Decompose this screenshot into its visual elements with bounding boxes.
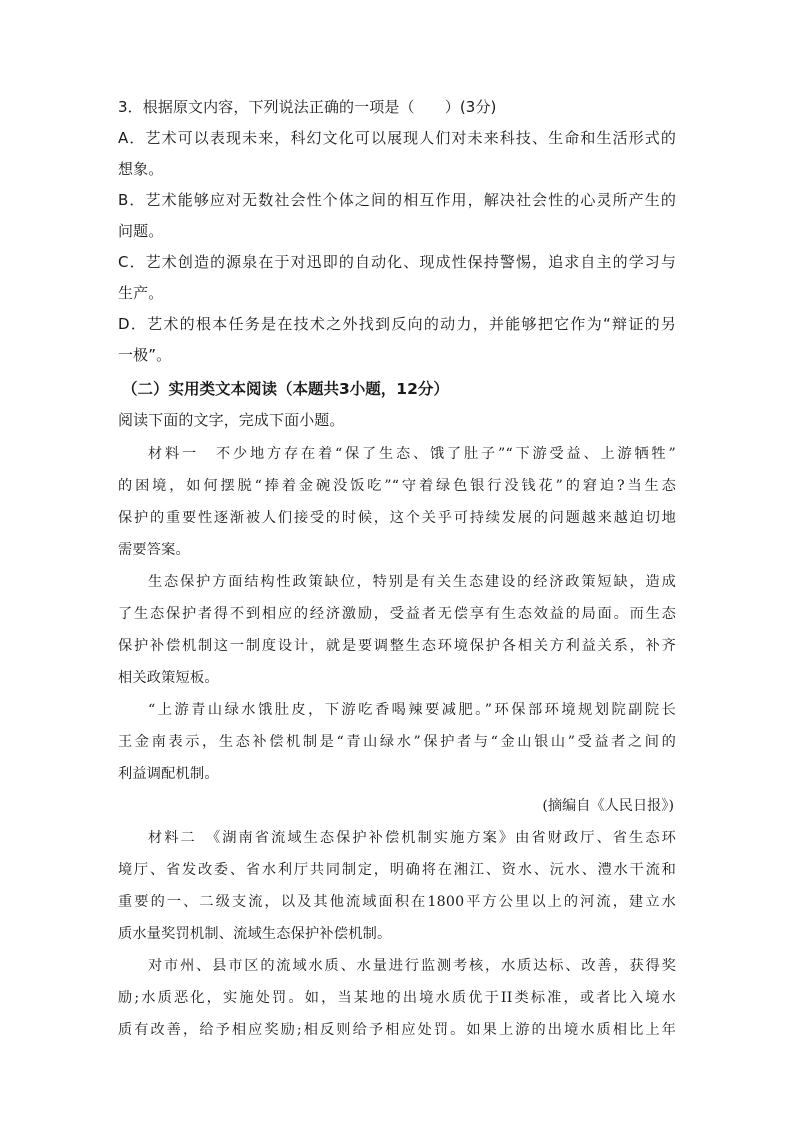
material-2-para-1-line-4: 质水量奖罚机制、流域生态保护补偿机制。 <box>118 926 392 942</box>
option-d-line-1: D．艺术的根本任务是在技术之外找到反向的动力，并能够把它作为“辩证的另 <box>118 315 676 333</box>
material-2 <box>118 822 676 1046</box>
option-b-line-2: 问题。 <box>118 222 164 240</box>
question-3 <box>118 92 676 371</box>
material-2-para-1-line-2: 境厅、省发改委、省水利厅共同制定，明确将在湘江、资水、沅水、澧水干流和 <box>118 862 676 878</box>
section-instruction: 阅读下面的文字，完成下面小题。 <box>118 411 345 429</box>
question-stem: 3．根据原文内容，下列说法正确的一项是（ ）(3分) <box>118 98 497 116</box>
material-1-para-2-line-4: 相关政策短板。 <box>118 670 219 686</box>
material-1-para-2-line-3: 保护补偿机制这一制度设计，就是要调整生态环境保护各相关方利益关系，补齐 <box>118 638 676 654</box>
material-1-para-3-line-2: 王金南表示，生态补偿机制是“青山绿水”保护者与“金山银山”受益者之间的 <box>118 734 676 750</box>
section-heading: （二）实用类文本阅读（本题共3小题，12分） <box>122 380 449 398</box>
material-1-para-3-line-3: 利益调配机制。 <box>118 766 219 782</box>
material-1-para-1-line-1: 材料一 不少地方存在着“保了生态、饿了肚子”“下游受益、上游牺牲” <box>148 446 676 462</box>
document-page <box>118 92 676 1046</box>
material-2-para-1-line-3: 重要的一、二级支流，以及其他流域面积在1800平方公里以上的河流，建立水 <box>118 894 676 910</box>
material-1 <box>118 438 676 822</box>
option-d-line-2: 一极”。 <box>118 346 172 364</box>
material-1-source: (摘编自《人民日报》) <box>542 798 674 814</box>
option-c-line-1: C．艺术创造的源泉在于对迅即的自动化、现成性保持警惕，追求自主的学习与 <box>118 253 676 271</box>
material-2-para-2-line-2: 励;水质恶化，实施处罚。如，当某地的出境水质优于II类标准，或者比入境水 <box>118 990 676 1006</box>
material-1-para-1-line-3: 保护的重要性逐渐被人们接受的时候，这个关乎可持续发展的问题越来越迫切地 <box>118 510 676 526</box>
option-a-line-2: 想象。 <box>118 160 164 178</box>
material-1-para-2-line-2: 了生态保护者得不到相应的经济激励，受益者无偿享有生态效益的局面。而生态 <box>118 606 676 622</box>
material-1-para-1-line-2: 的困境，如何摆脱“捧着金碗没饭吃”“守着绿色银行没钱花”的窘迫?当生态 <box>118 478 676 494</box>
material-1-para-2-line-1: 生态保护方面结构性政策缺位，特别是有关生态建设的经济政策短缺，造成 <box>148 574 676 590</box>
material-2-para-1-line-1: 材料二 《湖南省流域生态保护补偿机制实施方案》由省财政厅、省生态环 <box>148 830 676 846</box>
material-2-para-2-line-3: 质有改善，给予相应奖励;相反则给予相应处罚。如果上游的出境水质相比上年 <box>118 1022 676 1038</box>
material-1-para-1-line-4: 需要答案。 <box>118 542 190 558</box>
option-c-line-2: 生产。 <box>118 284 164 302</box>
material-1-para-3-line-1: “上游青山绿水饿肚皮，下游吃香喝辣要减肥。”环保部环境规划院副院长 <box>148 702 676 718</box>
option-a-line-1: A．艺术可以表现未来，科幻文化可以展现人们对未来科技、生命和生活形式的 <box>118 129 676 147</box>
option-b-line-1: B．艺术能够应对无数社会性个体之间的相互作用，解决社会性的心灵所产生的 <box>118 191 676 209</box>
material-2-para-2-line-1: 对市州、县市区的流域水质、水量进行监测考核，水质达标、改善，获得奖 <box>148 958 676 974</box>
